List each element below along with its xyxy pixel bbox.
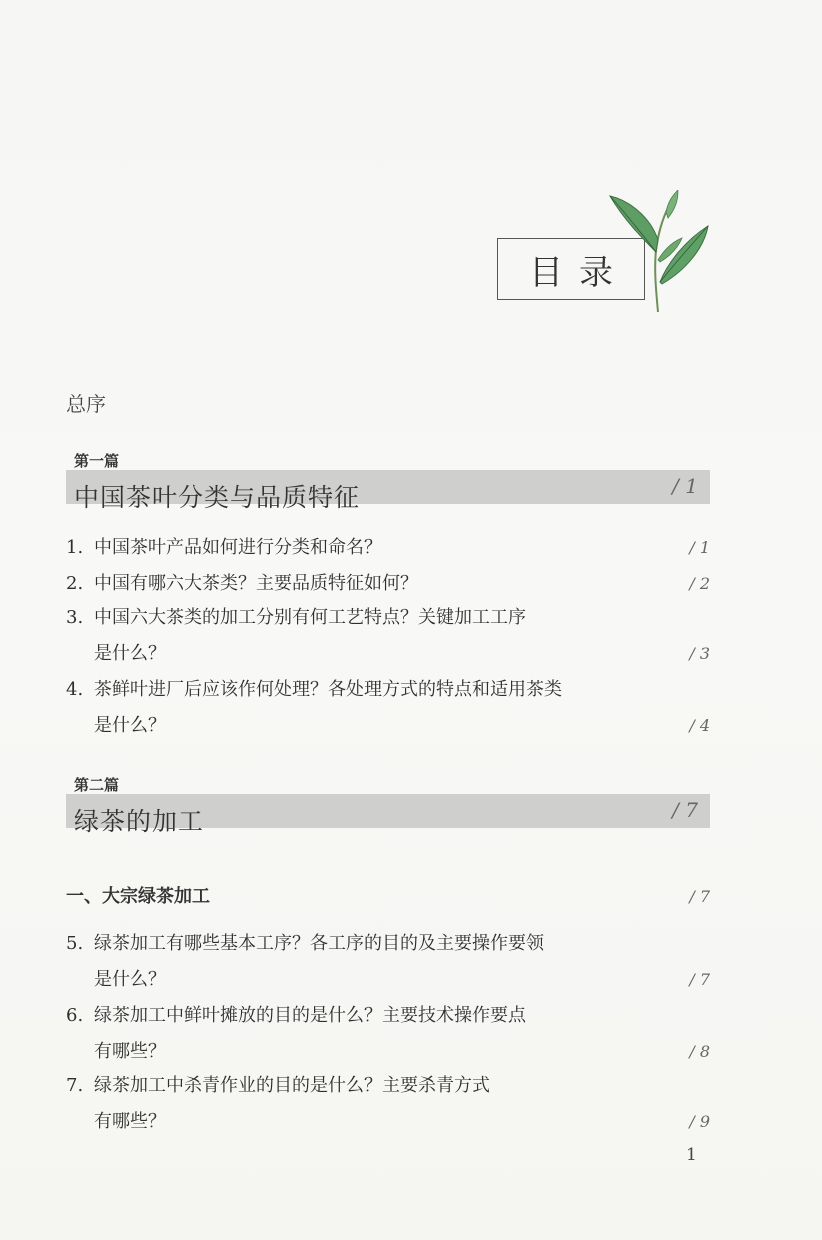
toc-entry-4[interactable]: 4. 茶鲜叶进厂后应该作何处理？各处理方式的特点和适用茶类 是什么？ / 4	[66, 672, 710, 744]
toc-entry-5[interactable]: 5. 绿茶加工有哪些基本工序？各工序的目的及主要操作要领 是什么？ / 7	[66, 926, 710, 998]
part-2-label: 第二篇	[74, 776, 120, 794]
entry-2-page: / 2	[689, 574, 710, 593]
section-bulk-green-tea[interactable]: 一、大宗绿茶加工 / 7	[66, 882, 710, 912]
part-1-page: / 1	[672, 474, 698, 498]
toc-entry-7[interactable]: 7. 绿茶加工中杀青作业的目的是什么？主要杀青方式 有哪些？ / 9	[66, 1068, 710, 1140]
toc-entry-1[interactable]: 1. 中国茶叶产品如何进行分类和命名？ / 1	[66, 530, 710, 566]
tea-leaf-icon	[606, 190, 716, 315]
entry-6-page: / 8	[689, 1042, 710, 1061]
entry-7-page: / 9	[689, 1112, 710, 1131]
toc-entry-6[interactable]: 6. 绿茶加工中鲜叶摊放的目的是什么？主要技术操作要点 有哪些？ / 8	[66, 998, 710, 1070]
page-number: 1	[686, 1145, 697, 1165]
entry-3-page: / 3	[689, 644, 710, 663]
part-1-title: 中国茶叶分类与品质特征	[74, 483, 361, 512]
toc-entry-3[interactable]: 3. 中国六大茶类的加工分别有何工艺特点？关键加工工序 是什么？ / 3	[66, 600, 710, 672]
part-1-label: 第一篇	[74, 452, 120, 470]
toc-entry-2[interactable]: 2. 中国有哪六大茶类？主要品质特征如何？ / 2	[66, 566, 710, 602]
preface-entry[interactable]: 总序	[66, 392, 106, 416]
entry-5-page: / 7	[689, 970, 710, 989]
toc-title: 目录	[529, 252, 629, 293]
part-2-page: / 7	[672, 798, 698, 822]
entry-1-page: / 1	[689, 538, 710, 557]
part-2-title: 绿茶的加工	[74, 807, 205, 836]
section-page: / 7	[689, 887, 710, 906]
entry-4-page: / 4	[689, 716, 710, 735]
